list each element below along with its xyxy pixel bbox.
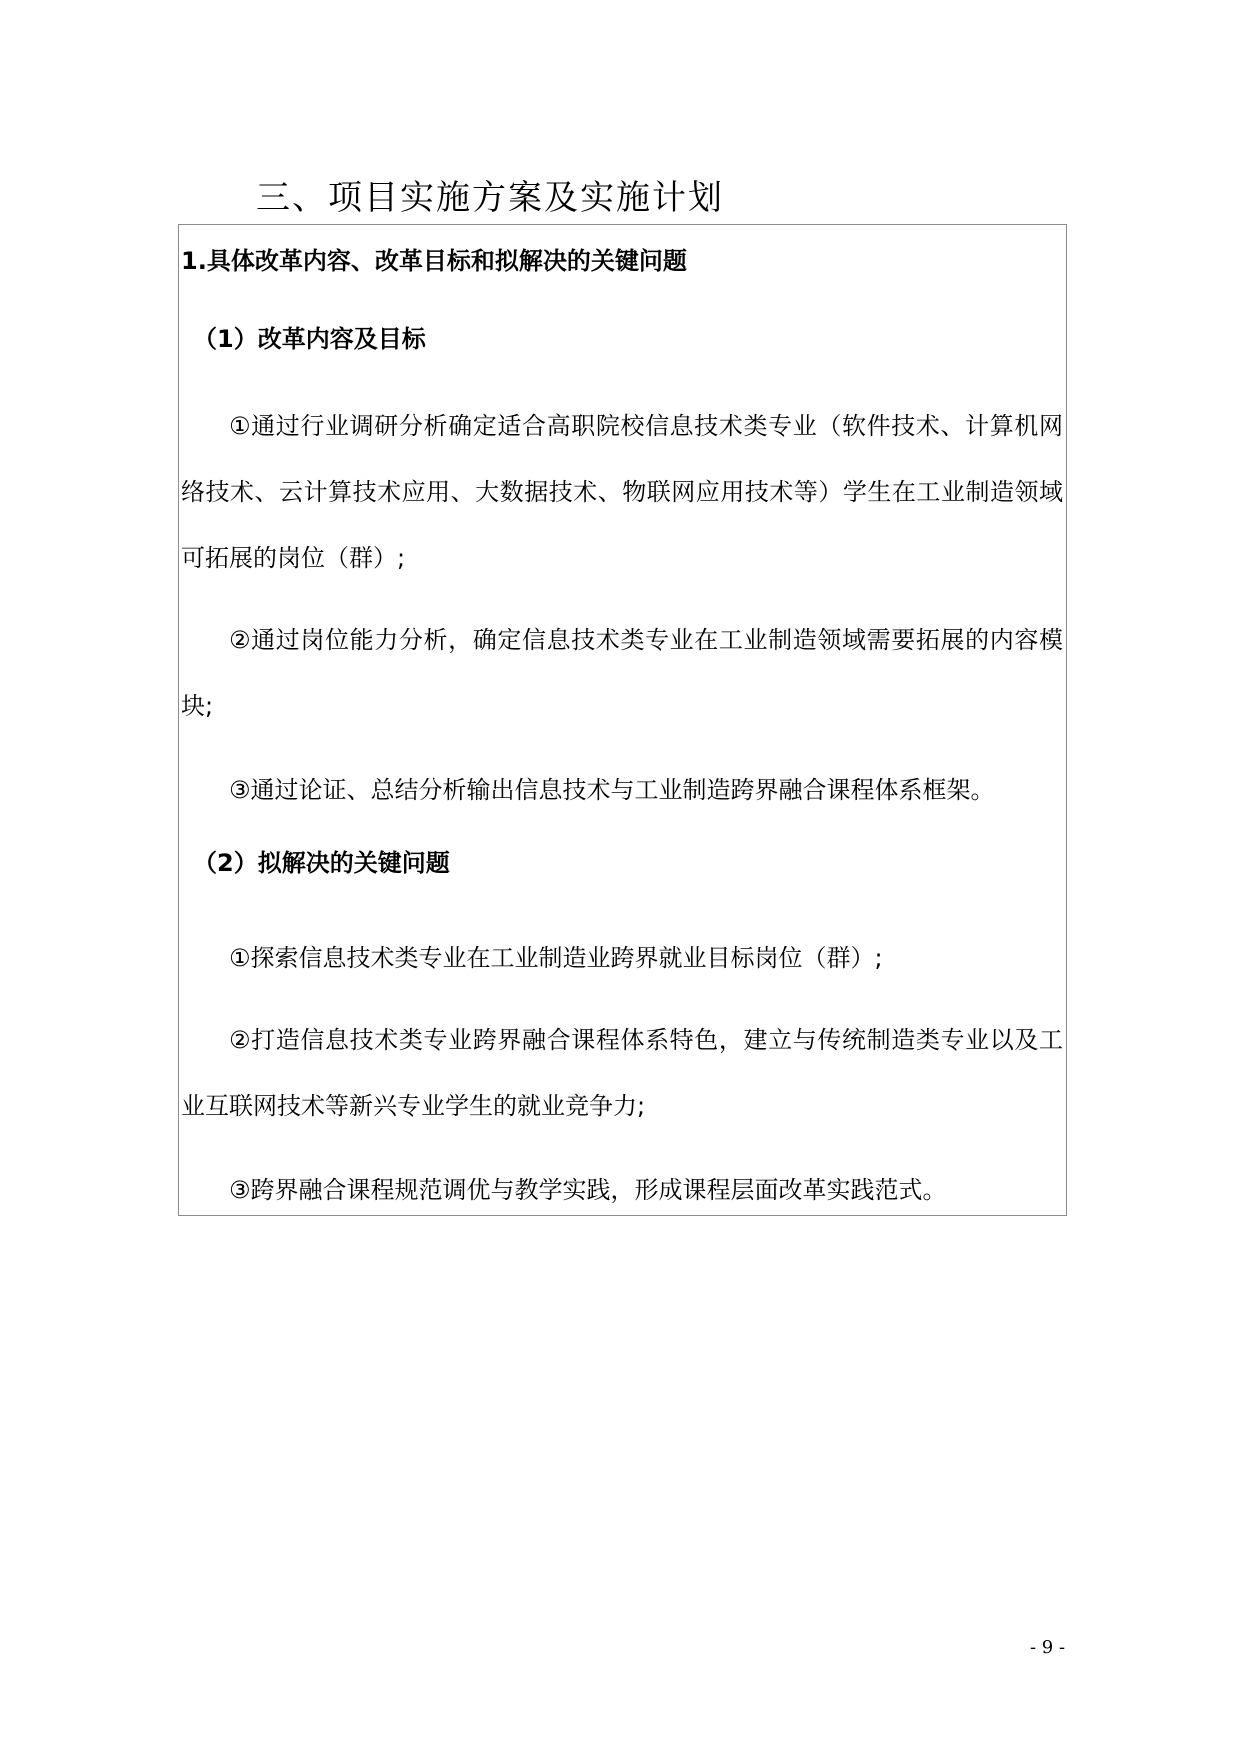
content-heading: 1.具体改革内容、改革目标和拟解决的关键问题 [181,247,687,275]
content-box [178,224,1067,1216]
page-number: - 9 - [1030,1637,1066,1658]
paragraph-reform-item-1: ①通过行业调研分析确定适合高职院校信息技术类专业（软件技术、计算机网络技术、云计算技术应用、大数据技术、物联网应用技术等）学生在工业制造领域可拓展的岗位（群）; [181,412,1063,572]
paragraph-problem-item-2: ②打造信息技术类专业跨界融合课程体系特色，建立与传统制造类专业以及工业互联网技术等新兴专业学生的就业竞争力; [181,1026,1063,1120]
section-title: 三、项目实施方案及实施计划 [256,178,724,218]
subheading-reform-content: （1）改革内容及目标 [193,325,426,353]
paragraph-reform-item-3: ③通过论证、总结分析输出信息技术与工业制造跨界融合课程体系框架。 [229,776,995,804]
paragraph-reform-item-2: ②通过岗位能力分析，确定信息技术类专业在工业制造领域需要拓展的内容模块; [181,626,1063,720]
paragraph-problem-item-1: ①探索信息技术类专业在工业制造业跨界就业目标岗位（群）; [229,944,883,972]
subheading-key-problems: （2）拟解决的关键问题 [193,849,450,877]
paragraph-problem-item-3: ③跨界融合课程规范调优与教学实践，形成课程层面改革实践范式。 [229,1176,947,1204]
